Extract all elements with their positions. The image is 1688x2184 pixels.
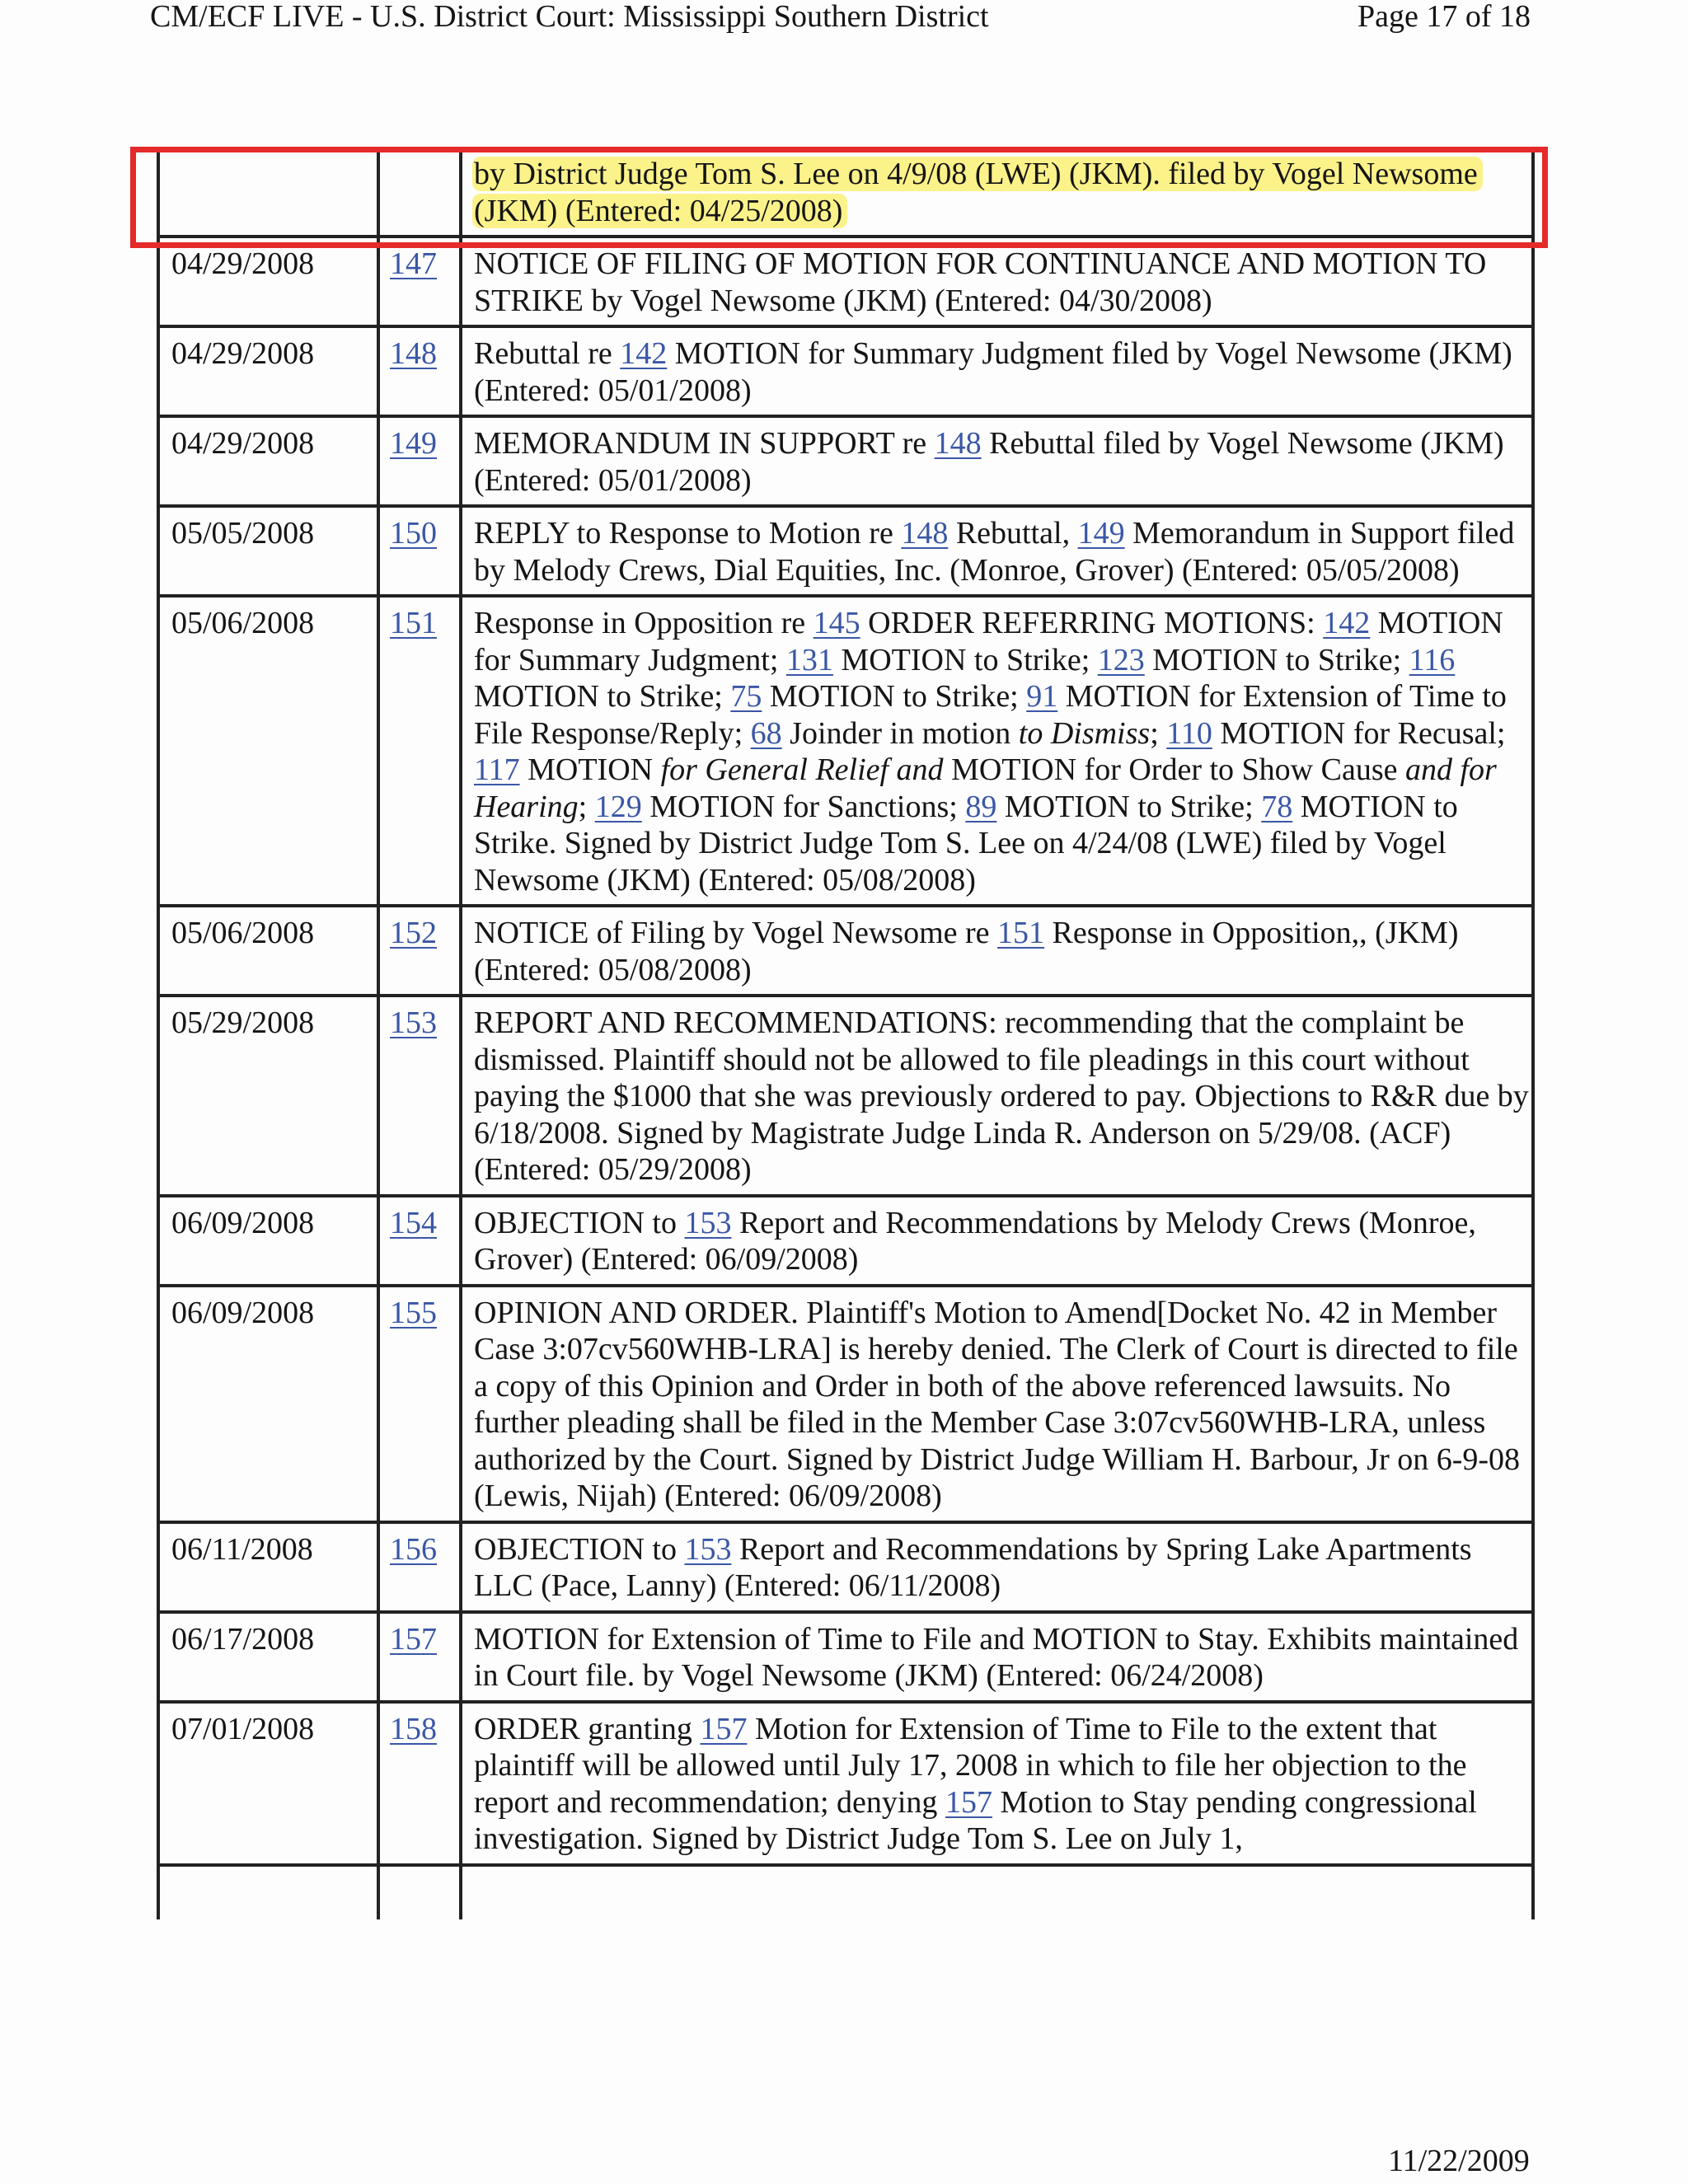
docket-text <box>461 906 1533 996</box>
docket-text-segment: Joinder in motion <box>781 715 1019 751</box>
docket-text-segment: Report and Recommendations by Melody Crews (Monroe, Grover) (Entered: 06/09/2008) <box>474 1205 1476 1277</box>
highlighted-text: by District Judge Tom S. Lee on 4/9/08 (LWE) (JKM). filed by Vogel Newsome (JKM) (Entered: 04/25/2008) <box>472 157 1483 228</box>
docket-empty-cell <box>158 1865 378 1919</box>
docket-text-segment: MOTION to Strike; <box>1144 642 1409 677</box>
docket-date: 07/01/2008 <box>158 1702 378 1865</box>
docket-number-link[interactable]: 151 <box>390 606 437 640</box>
docket-row <box>158 1522 1533 1612</box>
docket-date: 05/06/2008 <box>158 906 378 996</box>
docket-number-cell <box>378 1702 461 1865</box>
docket-date: 05/06/2008 <box>158 596 378 906</box>
docket-text-segment: MOTION for Summary Judgment filed by Vogel Newsome (JKM) (Entered: 05/01/2008) <box>474 336 1512 408</box>
page-header-title: CM/ECF LIVE - U.S. District Court: Mississippi Southern District <box>150 0 989 34</box>
docket-text-segment: MOTION to Strike; <box>474 679 731 714</box>
docket-empty-cell <box>461 1865 1533 1919</box>
docket-reference-link[interactable]: 153 <box>684 1531 732 1567</box>
docket-number-link[interactable]: 153 <box>390 1005 437 1040</box>
docket-text-segment: OBJECTION to <box>474 1205 685 1240</box>
docket-text-segment: OPINION AND ORDER. Plaintiff's Motion to Amend[Docket No. 42 in Member Case 3:07cv560WHB-LRA] is hereby denied. The Clerk of Court is directed to file a copy of this Opinion and Order in both of the above referenced lawsuits. No further pleading shall be filed in the Member Case 3:07cv560WHB-LRA, unless authorized by the Court. Signed by District Judge William H. Barbour, Jr on 6-9-08 (Lewis, Nijah) (Entered: 06/09/2008) <box>474 1295 1521 1513</box>
docket-reference-link[interactable]: 131 <box>785 642 833 677</box>
docket-row <box>158 148 1533 237</box>
docket-row <box>158 996 1533 1196</box>
docket-number-link[interactable]: 152 <box>390 916 437 950</box>
docket-text-segment: ORDER REFERRING MOTIONS: <box>860 606 1324 640</box>
docket-text-segment: Rebuttal, <box>948 516 1078 551</box>
docket-reference-link[interactable]: 142 <box>1323 606 1371 640</box>
docket-reference-link[interactable]: 75 <box>730 679 762 714</box>
docket-text <box>461 506 1533 596</box>
docket-text <box>461 416 1533 506</box>
docket-row <box>158 1612 1533 1702</box>
docket-text-segment: Report and Recommendations by Spring Lake Apartments LLC (Pace, Lanny) (Entered: 06/11/2008) <box>474 1531 1472 1603</box>
docket-text-segment: Rebuttal re <box>474 336 621 371</box>
docket-reference-link[interactable]: 91 <box>1026 679 1058 714</box>
docket-row <box>158 1196 1533 1286</box>
docket-text-segment: MOTION <box>519 752 661 787</box>
docket-number-link[interactable]: 156 <box>390 1531 437 1567</box>
docket-date: 05/29/2008 <box>158 996 378 1196</box>
docket-number-cell <box>378 1612 461 1702</box>
docket-date: 05/05/2008 <box>158 506 378 596</box>
docket-reference-link[interactable]: 110 <box>1166 715 1212 751</box>
docket-text-segment: Motion to Stay pending congressional investigation. Signed by District Judge Tom S. Lee on July 1, <box>474 1784 1477 1856</box>
docket-text-segment: MEMORANDUM IN SUPPORT re <box>474 426 935 461</box>
docket-number-cell <box>378 237 461 326</box>
footer-date: 11/22/2009 <box>1388 2144 1530 2178</box>
docket-number-link[interactable]: 148 <box>390 336 437 371</box>
docket-text-segment: MOTION for Summary Judgment; <box>474 606 1503 677</box>
docket-text <box>461 596 1533 906</box>
docket-number-cell <box>378 506 461 596</box>
docket-number-link[interactable]: 147 <box>390 246 437 281</box>
docket-text-segment: REPLY to Response to Motion re <box>474 516 902 551</box>
docket-text-segment: NOTICE of Filing by Vogel Newsome re <box>474 916 998 950</box>
docket-number-link[interactable]: 149 <box>390 426 437 461</box>
docket-reference-link[interactable]: 148 <box>934 426 982 461</box>
docket-reference-link[interactable]: 123 <box>1097 642 1145 677</box>
docket-text-segment: Memorandum in Support filed by Melody Crews, Dial Equities, Inc. (Monroe, Grover) (Entered: 05/05/2008) <box>474 516 1515 588</box>
docket-text-segment: Motion for Extension of Time to File to the extent that plaintiff will be allowed until July 17, 2008 in which to file her objection to the report and recommendation; denying <box>474 1711 1467 1820</box>
docket-text <box>461 1196 1533 1286</box>
docket-date: 06/11/2008 <box>158 1522 378 1612</box>
docket-text-segment: ; <box>1150 715 1167 751</box>
docket-text <box>461 1702 1533 1865</box>
docket-row <box>158 237 1533 326</box>
docket-reference-link[interactable]: 149 <box>1077 516 1125 551</box>
docket-row <box>158 1286 1533 1522</box>
docket-text-segment: MOTION for Extension of Time to File and MOTION to Stay. Exhibits maintained in Court file. by Vogel Newsome (JKM) (Entered: 06/24/2008) <box>474 1621 1519 1693</box>
docket-text-italic: and for Hearing <box>474 752 1497 824</box>
docket-text-segment: MOTION for Recusal; <box>1212 715 1506 751</box>
docket-text-italic: for General Relief and <box>660 752 944 787</box>
docket-reference-link[interactable]: 129 <box>594 789 642 824</box>
docket-number-cell <box>378 1522 461 1612</box>
docket-date: 04/29/2008 <box>158 416 378 506</box>
docket-reference-link[interactable]: 68 <box>750 715 782 751</box>
docket-reference-link[interactable]: 142 <box>620 336 668 371</box>
docket-date: 04/29/2008 <box>158 237 378 326</box>
docket-number-cell <box>378 596 461 906</box>
docket-text-segment: ; <box>578 789 595 824</box>
docket-row <box>158 326 1533 416</box>
docket-reference-link[interactable]: 153 <box>684 1205 732 1240</box>
docket-row-continuation <box>158 1865 1533 1919</box>
docket-number-cell <box>378 906 461 996</box>
docket-text-segment: MOTION for Extension of Time to File Response/Reply; <box>474 679 1507 751</box>
docket-row <box>158 596 1533 906</box>
docket-text-segment: MOTION to Strike. Signed by District Judge Tom S. Lee on 4/24/08 (LWE) filed by Vogel Newsome (JKM) (Entered: 05/08/2008) <box>474 789 1458 898</box>
docket-text <box>461 237 1533 326</box>
docket-reference-link[interactable]: 117 <box>474 752 520 787</box>
docket-text-italic: to Dismiss <box>1018 715 1151 751</box>
docket-number-cell <box>378 326 461 416</box>
docket-text-segment: OBJECTION to <box>474 1531 685 1567</box>
docket-text <box>461 1612 1533 1702</box>
docket-date <box>158 148 378 237</box>
docket-number-cell <box>378 1196 461 1286</box>
docket-text-segment: MOTION to Strike; <box>762 679 1027 714</box>
docket-text <box>461 326 1533 416</box>
docket-text-segment: Response in Opposition re <box>474 606 814 640</box>
docket-number-link[interactable]: 158 <box>390 1711 437 1746</box>
docket-date: 06/17/2008 <box>158 1612 378 1702</box>
docket-number-link[interactable]: 157 <box>390 1621 437 1657</box>
docket-number-link[interactable]: 150 <box>390 516 437 551</box>
docket-number-cell <box>378 148 461 237</box>
docket-date: 06/09/2008 <box>158 1286 378 1522</box>
docket-row <box>158 1702 1533 1865</box>
docket-text <box>461 996 1533 1196</box>
docket-date: 04/29/2008 <box>158 326 378 416</box>
docket-text <box>461 148 1533 237</box>
docket-number-cell <box>378 996 461 1196</box>
docket-text-segment: Response in Opposition,, (JKM) (Entered: 05/08/2008) <box>474 916 1459 987</box>
docket-text-segment: ORDER granting <box>474 1711 701 1746</box>
docket-reference-link[interactable]: 116 <box>1409 642 1456 677</box>
docket-row <box>158 906 1533 996</box>
docket-text-segment: Rebuttal filed by Vogel Newsome (JKM) (Entered: 05/01/2008) <box>474 426 1504 498</box>
docket-reference-link[interactable]: 157 <box>945 1784 992 1820</box>
docket-table <box>157 148 1535 1919</box>
docket-text-segment: MOTION for Order to Show Cause <box>943 752 1405 787</box>
docket-number-link[interactable]: 155 <box>390 1295 437 1330</box>
docket-reference-link[interactable]: 157 <box>700 1711 748 1746</box>
docket-number-link[interactable]: 154 <box>390 1205 437 1240</box>
page-number: Page 17 of 18 <box>1357 0 1531 34</box>
docket-row <box>158 416 1533 506</box>
docket-text <box>461 1522 1533 1612</box>
docket-number-cell <box>378 416 461 506</box>
docket-reference-link[interactable]: 148 <box>901 516 949 551</box>
docket-text <box>461 1286 1533 1522</box>
docket-text-segment: REPORT AND RECOMMENDATIONS: recommending that the complaint be dismissed. Plaintiff should not be allowed to file pleadings in this court without paying the $1000 that she was previously ordered to pay. Objections to R&R due by 6/18/2008. Signed by Magistrate Judge Linda R. Anderson on 5/29/08. (ACF) (Entered: 05/29/2008) <box>474 1005 1529 1187</box>
docket-date: 06/09/2008 <box>158 1196 378 1286</box>
docket-reference-link[interactable]: 151 <box>997 916 1045 950</box>
docket-reference-link[interactable]: 89 <box>965 789 997 824</box>
docket-text-segment: MOTION for Sanctions; <box>641 789 966 824</box>
docket-reference-link[interactable]: 78 <box>1261 789 1293 824</box>
docket-row <box>158 506 1533 596</box>
docket-number-cell <box>378 1286 461 1522</box>
docket-text-segment: MOTION to Strike; <box>996 789 1262 824</box>
docket-body <box>158 148 1533 1919</box>
docket-empty-cell <box>378 1865 461 1919</box>
docket-text-segment: MOTION to Strike; <box>832 642 1098 677</box>
docket-text-segment: NOTICE OF FILING OF MOTION FOR CONTINUANCE AND MOTION TO STRIKE by Vogel Newsome (JKM) (Entered: 04/30/2008) <box>474 246 1487 318</box>
docket-reference-link[interactable]: 145 <box>813 606 860 640</box>
